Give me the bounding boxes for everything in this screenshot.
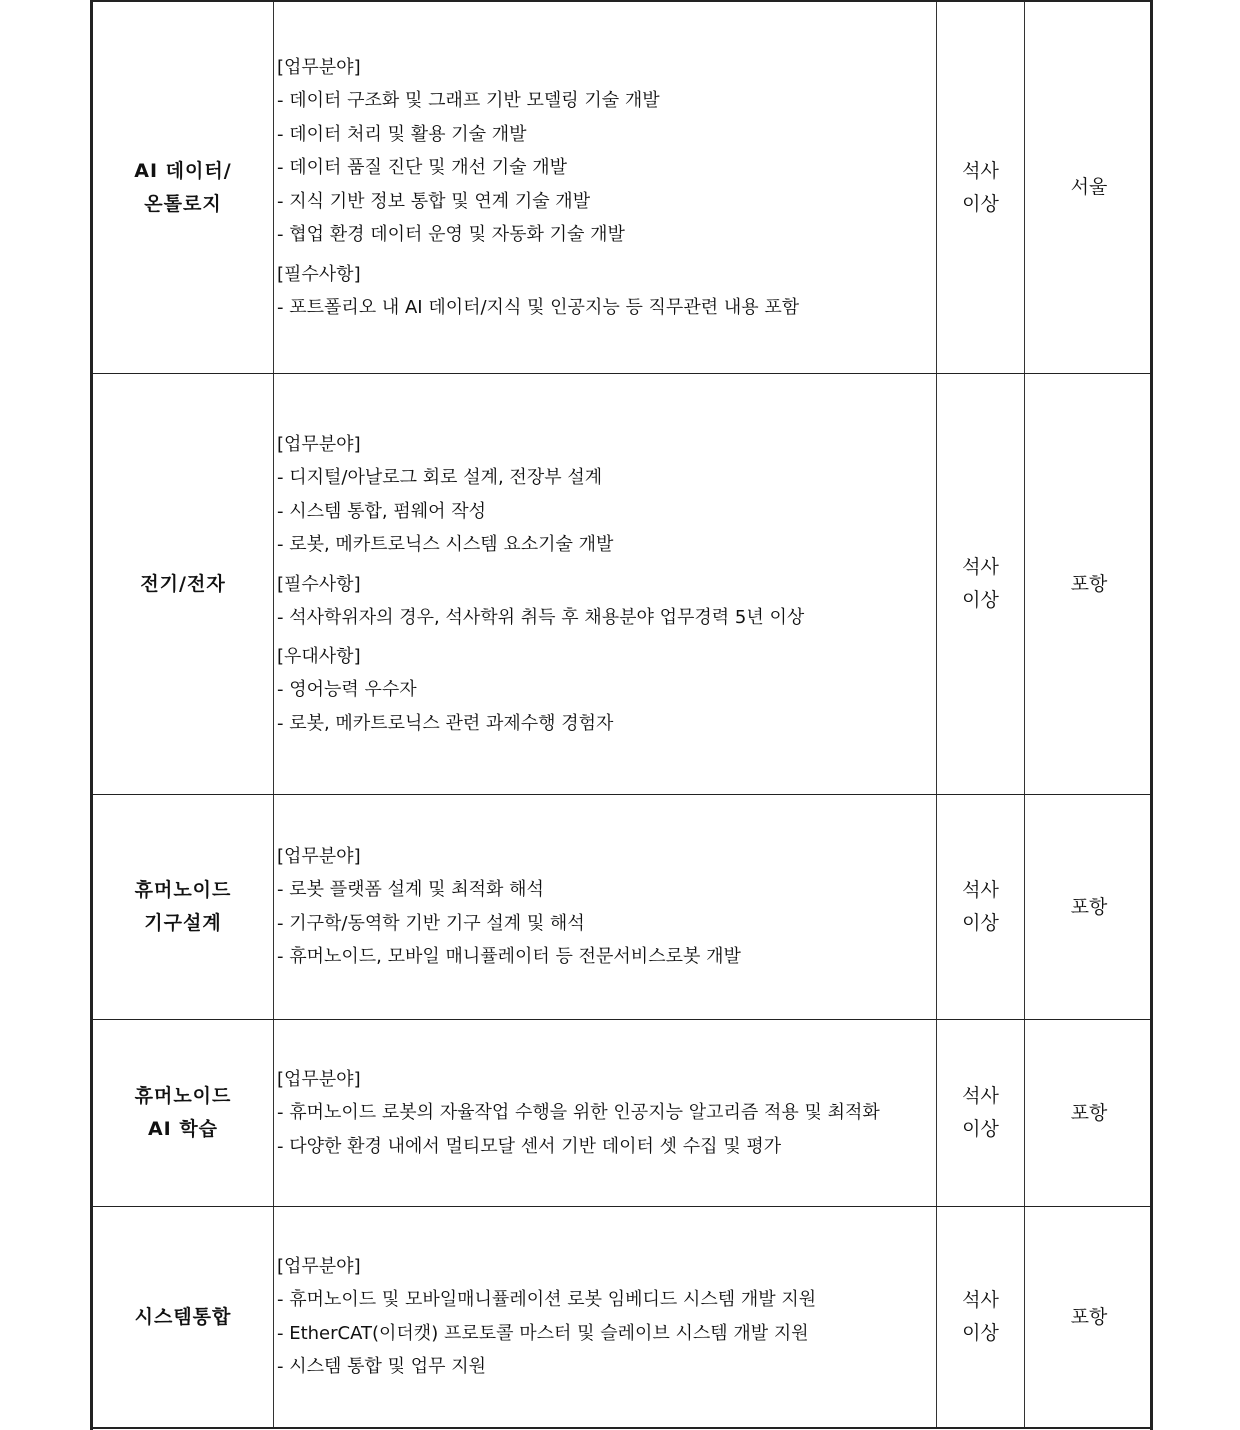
degree <box>962 155 999 221</box>
field-title-line: 기구설계 <box>144 912 222 934</box>
description-cell <box>274 374 936 794</box>
section-duties <box>277 1250 816 1384</box>
list-item: - 로봇 플랫폼 설계 및 최적화 해석 <box>277 879 544 901</box>
location: 서울 <box>1070 176 1108 198</box>
description <box>277 51 799 324</box>
list-item: - 시스템 통합, 펌웨어 작성 <box>277 500 486 522</box>
section-duties <box>277 428 804 562</box>
field-title-cell <box>93 795 273 1019</box>
degree-line: 석사 <box>962 1289 999 1311</box>
degree-line: 이상 <box>962 589 999 611</box>
field-title-cell <box>93 1207 273 1427</box>
field-title-line: 휴머노이드 <box>134 879 232 901</box>
section-heading: [업무분야] <box>277 846 361 868</box>
degree-line: 이상 <box>962 1118 999 1140</box>
table-row <box>93 1207 1150 1429</box>
degree <box>962 874 999 940</box>
list-item: - 시스템 통합 및 업무 지원 <box>277 1356 486 1378</box>
description <box>277 840 741 974</box>
description-cell <box>274 1020 936 1206</box>
list-item: - 데이터 구조화 및 그래프 기반 모델링 기술 개발 <box>277 90 660 111</box>
field-title-line: 시스템통합 <box>134 1305 232 1328</box>
list-item: - 로봇, 메카트로닉스 시스템 요소기술 개발 <box>277 534 614 555</box>
section-heading: [업무분야] <box>277 1069 361 1090</box>
list-item: - 데이터 품질 진단 및 개선 기술 개발 <box>277 157 567 178</box>
field-title-line: 온톨로지 <box>144 192 222 215</box>
field-title <box>135 1080 232 1146</box>
degree <box>962 551 999 617</box>
table-row <box>93 795 1150 1020</box>
list-item: - 휴머노이드 로봇의 자율작업 수행을 위한 인공지능 알고리즘 적용 및 최적화 <box>277 1102 880 1123</box>
location-cell <box>1025 374 1153 794</box>
field-title-cell <box>93 1020 273 1206</box>
list-item: - 다양한 환경 내에서 멀티모달 센서 기반 데이터 셋 수집 및 평가 <box>277 1135 782 1157</box>
degree-line: 석사 <box>962 879 999 901</box>
location-cell <box>1025 1020 1153 1206</box>
field-title <box>135 874 232 940</box>
recruitment-table <box>90 0 1153 1430</box>
list-item: - 휴머노이드 및 모바일매니퓰레이션 로봇 임베디드 시스템 개발 지원 <box>277 1289 817 1311</box>
section-heading: [업무분야] <box>277 1256 361 1278</box>
section-requirements <box>277 568 804 635</box>
list-item: - 휴머노이드, 모바일 매니퓰레이터 등 전문서비스로봇 개발 <box>277 946 741 968</box>
list-item: - 협업 환경 데이터 운영 및 자동화 기술 개발 <box>277 224 625 245</box>
degree-line: 이상 <box>962 1322 999 1344</box>
degree-cell <box>937 374 1024 794</box>
list-item: - 데이터 처리 및 활용 기술 개발 <box>277 123 527 145</box>
list-item: - 석사학위자의 경우, 석사학위 취득 후 채용분야 업무경력 5년 이상 <box>277 606 805 628</box>
field-title-line: AI 학습 <box>147 1118 219 1140</box>
list-item: - 포트폴리오 내 AI 데이터/지식 및 인공지능 등 직무관련 내용 포함 <box>277 296 800 318</box>
location: 포항 <box>1070 572 1108 595</box>
location: 포항 <box>1070 1101 1108 1124</box>
section-heading: [필수사항] <box>277 263 361 285</box>
description <box>277 428 804 740</box>
degree-cell <box>937 1207 1024 1427</box>
section-preferences <box>277 640 804 740</box>
section-heading: [업무분야] <box>277 434 361 455</box>
field-title-line: AI 데이터/ <box>134 159 232 182</box>
section-duties <box>277 840 741 974</box>
field-title-line: 휴머노이드 <box>134 1085 232 1107</box>
degree-line: 석사 <box>962 1085 999 1107</box>
degree-cell <box>937 2 1024 373</box>
list-item: - 기구학/동역학 기반 기구 설계 및 해석 <box>277 912 585 934</box>
degree-cell <box>937 795 1024 1019</box>
section-heading: [업무분야] <box>277 57 361 78</box>
field-title-cell <box>93 374 273 794</box>
field-title <box>135 1301 232 1334</box>
list-item: - 로봇, 메카트로닉스 관련 과제수행 경험자 <box>277 712 614 734</box>
section-duties <box>277 51 799 252</box>
table-row <box>93 374 1150 795</box>
description-cell <box>274 2 936 373</box>
list-item: - 영어능력 우수자 <box>277 679 417 700</box>
field-title-line: 전기/전자 <box>140 572 226 595</box>
description <box>277 1063 880 1163</box>
degree <box>962 1284 999 1350</box>
table-row <box>93 1020 1150 1207</box>
degree-line: 이상 <box>962 192 999 215</box>
location-cell <box>1025 795 1153 1019</box>
description <box>277 1250 816 1384</box>
list-item: - EtherCAT(이더캣) 프로토콜 마스터 및 슬레이브 시스템 개발 지원 <box>277 1322 809 1344</box>
degree-line: 이상 <box>962 912 999 934</box>
description-cell <box>274 1207 936 1427</box>
list-item: - 지식 기반 정보 통합 및 연계 기술 개발 <box>277 190 591 212</box>
degree <box>962 1080 999 1146</box>
section-duties <box>277 1063 880 1163</box>
section-heading: [우대사항] <box>277 646 361 667</box>
list-item: - 디지털/아날로그 회로 설계, 전장부 설계 <box>277 467 603 488</box>
field-title-cell <box>93 2 273 373</box>
section-requirements <box>277 258 799 325</box>
section-heading: [필수사항] <box>277 573 361 595</box>
location-cell <box>1025 2 1153 373</box>
location: 포항 <box>1070 1305 1108 1328</box>
table-row <box>93 0 1150 374</box>
description-cell <box>274 795 936 1019</box>
degree-line: 석사 <box>962 159 999 182</box>
field-title <box>140 568 225 601</box>
field-title <box>134 155 231 221</box>
location: 포항 <box>1070 895 1108 918</box>
degree-line: 석사 <box>962 556 999 578</box>
degree-cell <box>937 1020 1024 1206</box>
location-cell <box>1025 1207 1153 1427</box>
